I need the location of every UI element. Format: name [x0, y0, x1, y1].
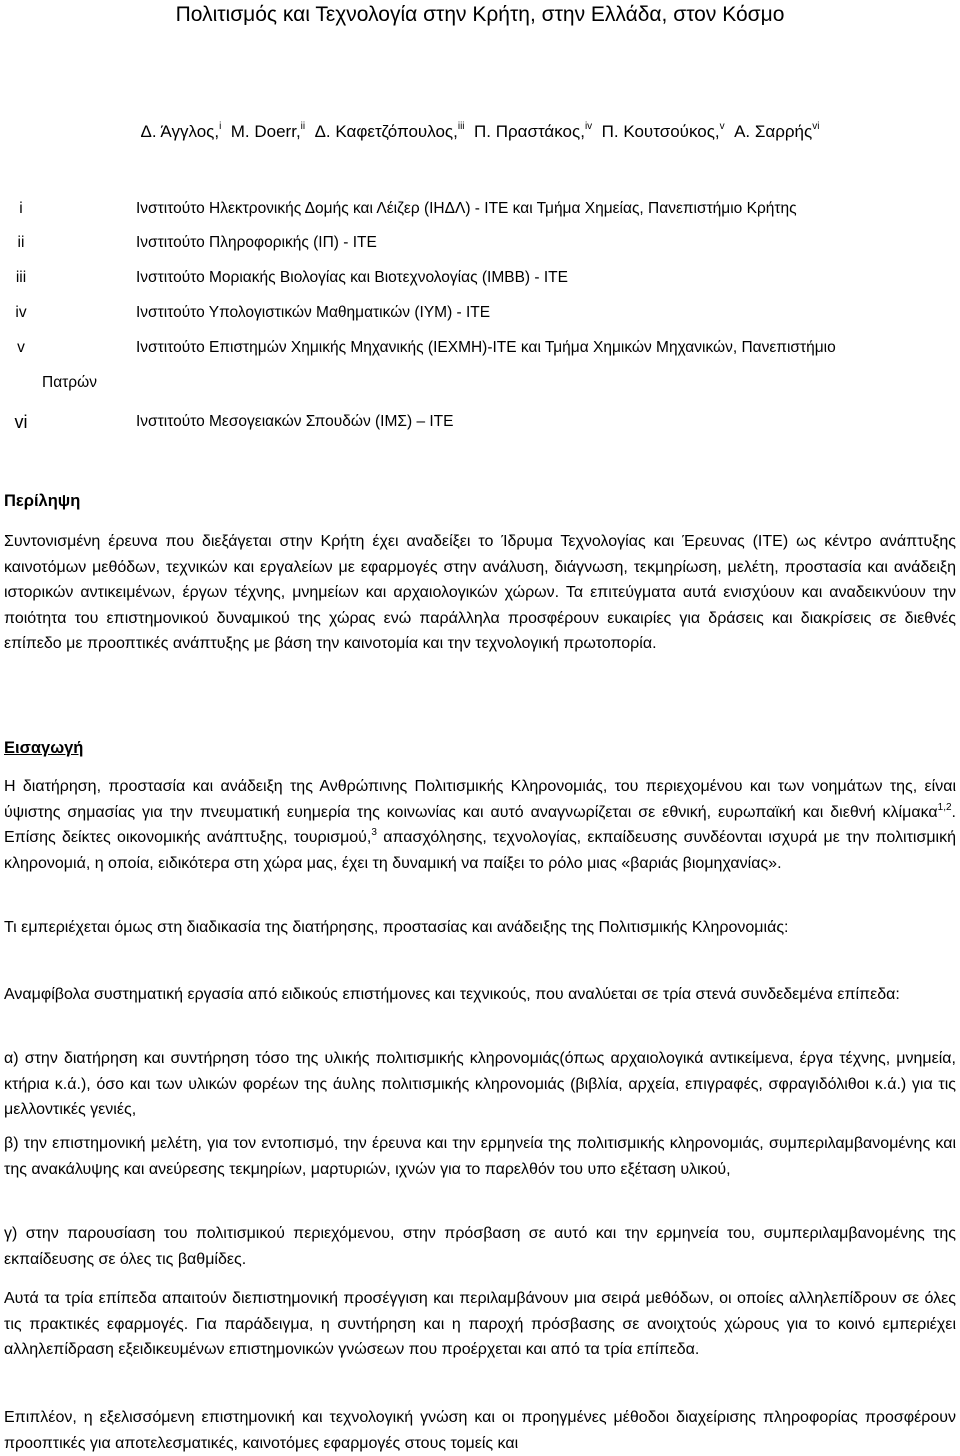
affiliation-number: vi [14, 412, 28, 432]
affiliation-row [0, 198, 960, 224]
author-mark: v [719, 121, 725, 132]
affiliation-text: Ινστιτούτο Μοριακής Βιολογίας και Βιοτεχνολογίας (ΙΜΒΒ) - ΙΤΕ [136, 269, 568, 286]
author-name: Μ. Doerr, [230, 122, 301, 141]
citation-mark: 1,2 [937, 801, 952, 813]
affiliation-continuation: Πατρών [42, 374, 97, 391]
affiliation-number: iv [15, 304, 27, 321]
intro-paragraph-6: γ) στην παρουσίαση του πολιτισμικού περιεχόμενου, στην πρόσβαση σε αυτό και την ερμηνεία του, συμπεριλαμβανομένης της εκπαίδευσης σε όλες τις βαθμίδες. [4, 1225, 956, 1268]
author-name: Δ. Άγγλος, [140, 122, 220, 141]
intro-paragraph-5: β) την επιστημονική μελέτη, για τον εντοπισμό, την έρευνα και την ερμηνεία της πολιτισμικής κληρονομιάς, συμπεριλαμβανομένης και της ανακάλυψης και ανεύρεσης τεκμηρίων, μαρτυριών, ιχνών για το παρελθόν του υπο εξέταση υλικού, [4, 1135, 956, 1178]
affiliation-row [0, 232, 960, 258]
citation-mark: 3 [371, 827, 377, 838]
affiliation-row [0, 267, 960, 293]
affiliation-text: Ινστιτούτο Υπολογιστικών Μαθηματικών (ΙΥΜ) - ΙΤΕ [136, 304, 491, 321]
author-name: Δ. Καφετζόπουλος, [314, 122, 458, 141]
introduction-heading: Εισαγωγή [4, 739, 84, 757]
affiliation-row [0, 302, 960, 328]
author-name: Α. Σαρρής [734, 122, 813, 141]
affiliation-text: Ινστιτούτο Μεσογειακών Σπουδών (ΙΜΣ) – ΙΤΕ [136, 413, 454, 430]
author-name: Π. Πραστάκος, [473, 122, 585, 141]
intro-text: . Επίσης δείκτες οικονομικής ανάπτυξης, τουρισμού, [4, 803, 956, 846]
affiliation-text: Ινστιτούτο Επιστημών Χημικής Μηχανικής (ΙΕΧΜΗ)-ΙΤΕ και Τμήμα Χημικών Μηχανικών, Πανεπιστήμιο [136, 339, 836, 356]
intro-text: απασχόλησης, τεχνολογίας, εκπαίδευσης συνδέονται ισχυρά με την πολιτισμική κληρονομιά, η οποία, ειδικότερα στη χώρα μας, έχει τη δυναμική να παίξει το ρόλο μιας «βαριάς βιομηχανίας». [4, 829, 957, 872]
page-title: Πολιτισμός και Τεχνολογία στην Κρήτη, στην Ελλάδα, στον Κόσμο [175, 3, 785, 26]
author-list [0, 120, 960, 144]
affiliation-number: ii [17, 234, 25, 251]
affiliation-number: v [17, 339, 25, 356]
author-name: Π. Κουτσούκος, [601, 122, 720, 141]
author-mark: iv [584, 121, 593, 132]
abstract-paragraph: Συντονισμένη έρευνα που διεξάγεται στην Κρήτη έχει αναδείξει το Ίδρυμα Τεχνολογίας και Έρευνας (ΙΤΕ) ως κέντρο ανάπτυξης καινοτόμων μεθόδων, τεχνικών και εργαλείων με εφαρμογές στην ανάλυση, διάγνωση, τεκμηρίωση, μελέτη, προστασία και ανάδειξη ιστορικών αντικειμένων, έργων τέχνης, μνημείων και αρχαιολογικών χώρων. Τα επιτεύγματα αυτά ενισχύουν και αναδεικνύουν την ποιότητα του επιστημονικού δυναμικού της χώρας ενώ παράλληλα προσφέρουν ευκαιρίες για δράσεις και διακρίσεις σε διεθνές επίπεδο με προοπτικές ανάπτυξης με βάση την καινοτομία και την τεχνολογική πρωτοπορία. [4, 533, 956, 652]
intro-paragraph-8: Επιπλέον, η εξελισσόμενη επιστημονική και τεχνολογική γνώση και οι προηγμένες μέθοδοι διαχείρισης πληροφορίας προσφέρουν προοπτικές για αποτελεσματικές, καινοτόμες εφαρμογές στους τομείς και [4, 1409, 956, 1452]
intro-paragraph-4: α) στην διατήρηση και συντήρηση τόσο της υλικής πολιτισμικής κληρονομιάς(όπως αρχαιολογικά αντικείμενα, έργα τέχνης, μνημεία, κτήρια κ.ά.), όσο και των υλικών φορέων της άυλης πολιτισμικής κληρονομιάς (βιβλία, αρχεία, επιγραφές, σφραγιδόλιθοι κ.ά.) για τις μελλοντικές γενιές, [4, 1050, 956, 1118]
author-mark: vi [812, 121, 820, 132]
affiliation-row [0, 411, 960, 437]
author-mark: i [219, 121, 222, 132]
intro-paragraph-3: Αναμφίβολα συστηματική εργασία από ειδικούς επιστήμονες και τεχνικούς, που αναλύεται σε τρία στενά συνδεδεμένα επίπεδα: [4, 986, 900, 1003]
affiliation-row [0, 337, 960, 363]
intro-paragraph-2: Τι εμπεριέχεται όμως στη διαδικασία της διατήρησης, προστασίας και ανάδειξης της Πολιτισμικής Κληρονομιάς: [4, 919, 789, 936]
author-mark: ii [300, 121, 306, 132]
intro-paragraph-7: Αυτά τα τρία επίπεδα απαιτούν διεπιστημονική προσέγγιση και περιλαμβάνουν μια σειρά μεθόδων, οι οποίες αλληλεπίδρουν σε όλες τις πρακτικές εφαρμογές. Για παράδειγμα, η συντήρηση και η παροχή πρόσβασης σε ανοιχτούς χώρους για το κοινό εμπεριέχει αλληλεπίδραση εξειδικευμένων επιστημονικών γνώσεων που προέρχεται και από τα τρία επίπεδα. [4, 1290, 956, 1358]
intro-paragraph-1 [4, 774, 956, 876]
affiliation-number: i [19, 200, 23, 217]
abstract-heading: Περίληψη [4, 492, 81, 510]
affiliation-number: iii [15, 269, 27, 286]
intro-text: Η διατήρηση, προστασία και ανάδειξη της Ανθρώπινης Πολιτισμικής Κληρονομιάς, του περιεχομένου και των νοημάτων της, είναι ύψιστης σημασίας για την πνευματική ευημερία της κοινωνίας και αυτό αναγνωρίζεται σε εθνική, ευρωπαϊκή και διεθνή κλίμακα [4, 778, 956, 821]
affiliation-text: Ινστιτούτο Πληροφορικής (ΙΠ) - ΙΤΕ [136, 234, 377, 251]
author-mark: iii [457, 121, 465, 132]
affiliation-text: Ινστιτούτο Ηλεκτρονικής Δομής και Λέιζερ (ΙΗΔΛ) - ΙΤΕ και Τμήμα Χημείας, Πανεπιστήμιο Κρήτης [136, 200, 797, 217]
